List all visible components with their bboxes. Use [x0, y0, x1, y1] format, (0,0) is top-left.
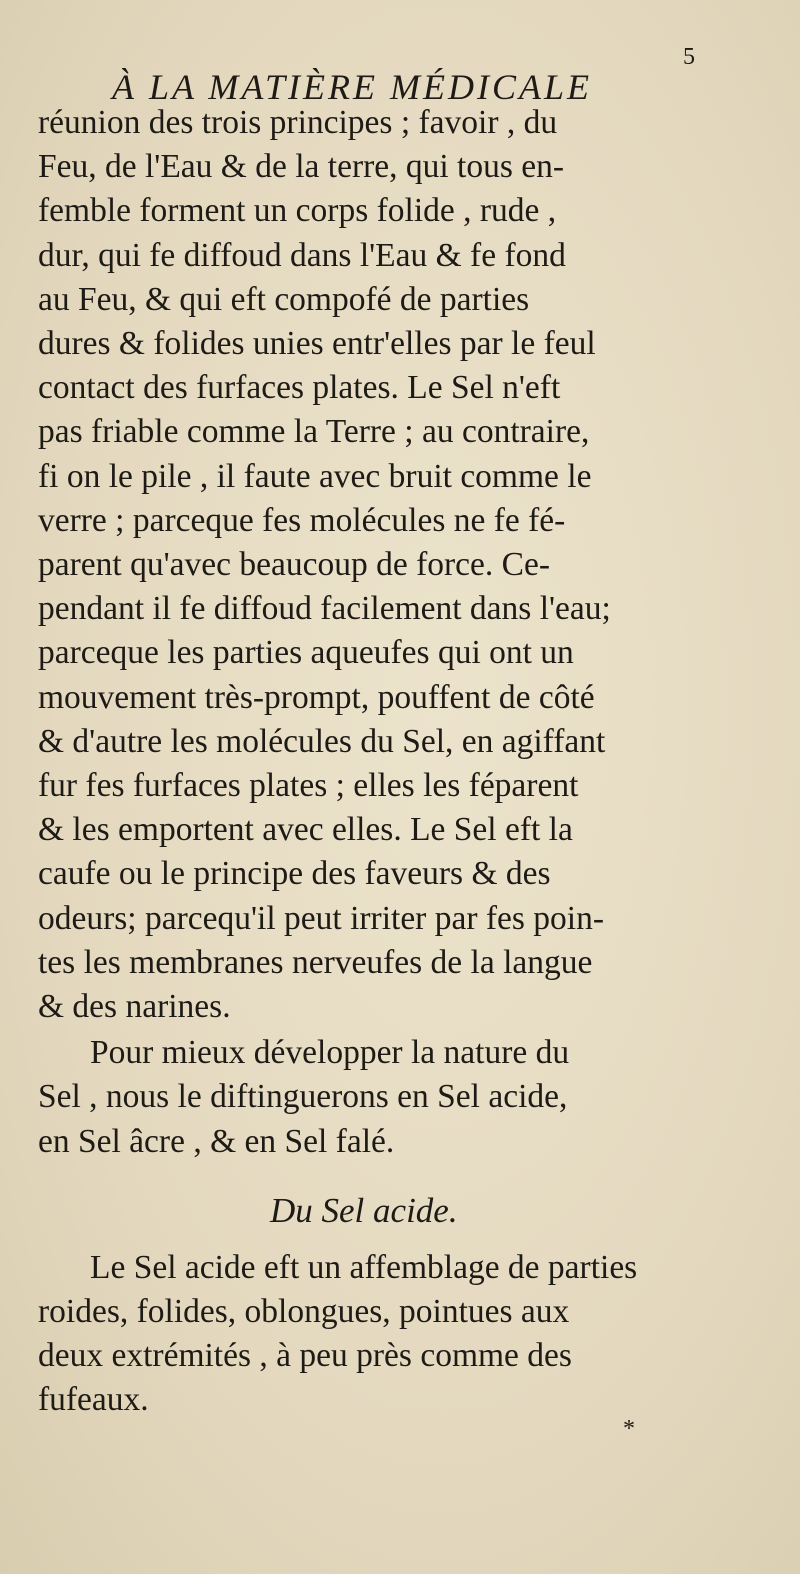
text-line: parent qu'avec beaucoup de force. Ce- [38, 546, 550, 583]
text-line: pas friable comme la Terre ; au contraire, [38, 413, 590, 451]
text-line: fur fes furfaces plates ; elles les féparent [38, 767, 579, 804]
text-line: caufe ou le principe des faveurs & des [38, 855, 551, 893]
text-line: parceque les parties aqueufes qui ont un [38, 634, 574, 672]
text-line: mouvement très-prompt, pouffent de côté [38, 678, 595, 716]
text-line: Le Sel acide eft un affemblage de parties [90, 1248, 638, 1286]
text-line: & les emportent avec elles. Le Sel eft la [38, 811, 573, 849]
running-title: À LA MATIÈRE MÉDICALE [112, 67, 592, 107]
text-line: deux extrémités , à peu près comme des [38, 1337, 572, 1375]
text-line: réunion des trois principes ; favoir , du [38, 104, 558, 141]
text-line: dur, qui fe diffoud dans l'Eau & fe fond [38, 236, 566, 274]
text-line: tes les membranes nerveufes de la langue [38, 943, 593, 981]
text-line: Sel , nous le diftinguerons en Sel acide, [38, 1078, 568, 1116]
text-line: Pour mieux développer la nature du [90, 1034, 570, 1072]
text-line: au Feu, & qui eft compofé de parties [38, 280, 530, 318]
text-line: contact des furfaces plates. Le Sel n'eft [38, 369, 561, 407]
page-number: 5 [683, 44, 695, 70]
text-line: & d'autre les molécules du Sel, en agiffant [38, 722, 606, 760]
text-line: & des narines. [38, 988, 231, 1025]
text-line: fi on le pile , il faute avec bruit comme le [38, 457, 592, 495]
text-line: pendant il fe diffoud facilement dans l'eau; [38, 590, 611, 628]
section-heading: Du Sel acide. [270, 1190, 458, 1230]
catchword: * [623, 1415, 635, 1442]
text-line: verre ; parceque fes molécules ne fe fé- [38, 501, 566, 539]
text-line: Feu, de l'Eau & de la terre, qui tous en- [38, 148, 565, 186]
text-line: en Sel âcre , & en Sel falé. [38, 1122, 395, 1160]
text-line: femble forment un corps folide , rude , [38, 192, 557, 230]
text-line: roides, folides, oblongues, pointues aux [38, 1293, 570, 1330]
text-line: odeurs; parcequ'il peut irriter par fes poin- [38, 899, 605, 937]
text-line: dures & folides unies entr'elles par le feul [38, 325, 596, 362]
text-line: fufeaux. [38, 1381, 149, 1419]
